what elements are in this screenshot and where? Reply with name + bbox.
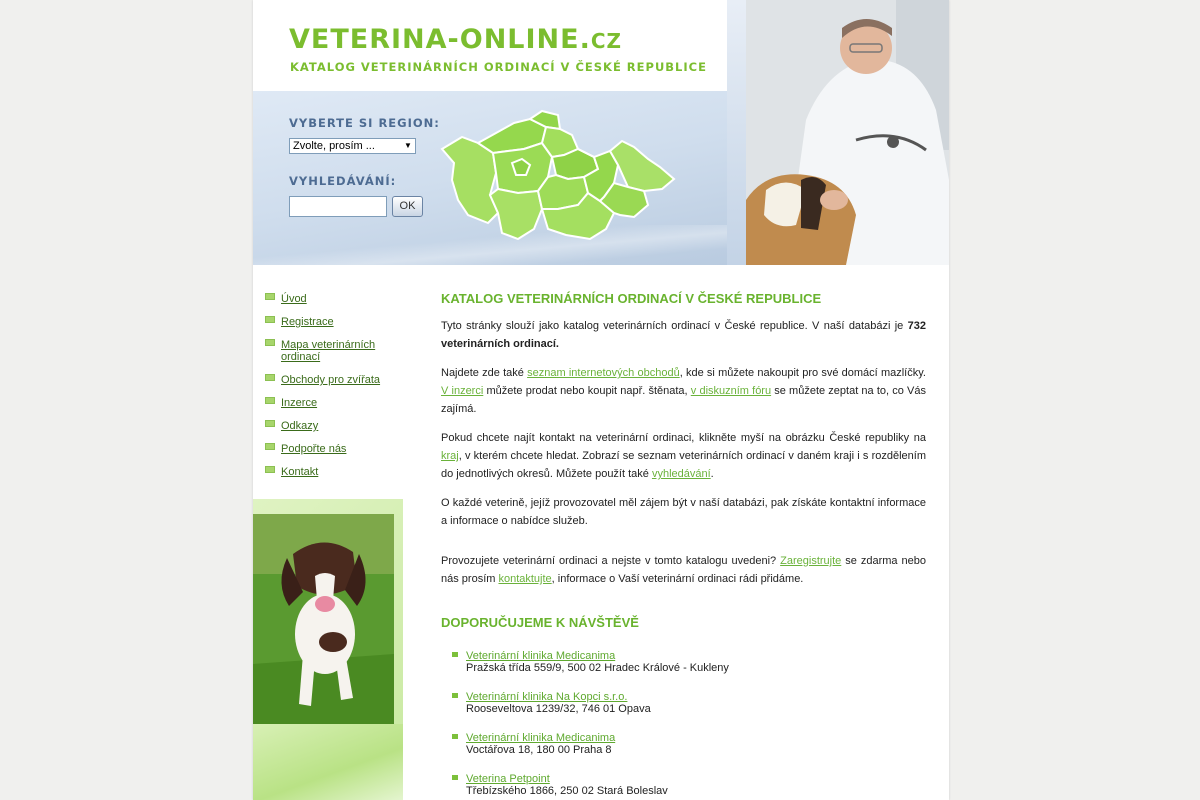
map-help-paragraph: Pokud chcete najít kontakt na veterinární ordinaci, klikněte myší na obrázku České republiky na kraj, v kterém chcete hledat. Zobrazí se seznam veterinárních ordinací v daném kraji i s rozdělením do jednotlivých okresů. Můžete použít také vyhledávání. <box>441 432 926 480</box>
list-item <box>452 691 926 715</box>
register-link[interactable]: Zaregistrujte <box>780 555 842 567</box>
region-link[interactable]: kraj <box>441 450 459 462</box>
search-ok-button[interactable]: OK <box>392 196 423 217</box>
nav-link[interactable]: Odkazy <box>281 420 319 432</box>
shops-paragraph: Najdete zde také seznam internetových obchodů, kde si můžete nakoupit pro své domácí mazlíčky. V inzerci můžete prodat nebo koupit např. štěnata, v diskuzním fóru se můžete zeptat na to, co Vás zajímá. <box>441 367 926 415</box>
sidebar <box>253 265 403 800</box>
ads-link[interactable]: V inzerci <box>441 385 484 397</box>
nav-item-obchody[interactable] <box>265 374 405 386</box>
forum-link[interactable]: v diskuzním fóru <box>690 385 772 397</box>
square-bullet-icon <box>265 397 275 404</box>
logo-area[interactable] <box>253 0 727 91</box>
clinic-address: Třebízského 1866, 250 02 Stará Boleslav <box>466 785 668 797</box>
nav-link[interactable]: Inzerce <box>281 397 318 409</box>
nav-item-odkazy[interactable] <box>265 420 405 432</box>
site-subtitle: KATALOG VETERINÁRNÍCH ORDINACÍ V ČESKÉ REPUBLICE <box>290 60 707 74</box>
nav-link[interactable]: Registrace <box>281 316 334 328</box>
square-bullet-icon <box>265 443 275 450</box>
site-logo[interactable]: VETERINA-ONLINE.CZ <box>289 24 623 55</box>
register-paragraph: Provozujete veterinární ordinaci a nejste v tomto katalogu uvedeni? Zaregistrujte se zdarma nebo nás prosím kontaktujte, informace o Vaší veterinární ordinaci rádi přidáme. <box>441 555 926 585</box>
square-bullet-icon <box>452 734 458 739</box>
nav-item-registrace[interactable] <box>265 316 405 328</box>
clinic-address: Voctářova 18, 180 00 Praha 8 <box>466 744 612 756</box>
dog-photo <box>253 514 394 724</box>
search-input[interactable] <box>289 196 387 217</box>
shops-link[interactable]: seznam internetových obchodů <box>527 367 680 379</box>
square-bullet-icon <box>452 775 458 780</box>
square-bullet-icon <box>265 374 275 381</box>
square-bullet-icon <box>265 466 275 473</box>
clinic-count: 732 veterinárních ordinací. <box>441 320 926 350</box>
square-bullet-icon <box>265 420 275 427</box>
nav-link[interactable]: Mapa veterinárních ordinací <box>281 339 376 363</box>
page <box>253 0 949 800</box>
nav-item-podporte[interactable] <box>265 443 405 455</box>
nav-item-kontakt[interactable] <box>265 466 405 478</box>
square-bullet-icon <box>452 652 458 657</box>
contact-link[interactable]: kontaktujte <box>498 573 552 585</box>
clinic-link[interactable]: Veterinární klinika Medicanima <box>466 732 616 744</box>
main-nav <box>265 293 405 489</box>
list-item <box>452 773 926 797</box>
intro-paragraph: Tyto stránky slouží jako katalog veterinárních ordinací v České republice. V naší databázi je 732 veterinárních ordinací. <box>441 320 926 350</box>
square-bullet-icon <box>265 293 275 300</box>
clinic-link[interactable]: Veterinární klinika Medicanima <box>466 650 616 662</box>
search-panel <box>253 91 727 265</box>
page-title: KATALOG VETERINÁRNÍCH ORDINACÍ V ČESKÉ REPUBLICE <box>441 291 822 306</box>
square-bullet-icon <box>452 693 458 698</box>
clinic-link[interactable]: Veterina Petpoint <box>466 773 550 785</box>
header <box>253 0 949 265</box>
nav-link[interactable]: Obchody pro zvířata <box>281 374 381 386</box>
nav-item-inzerce[interactable] <box>265 397 405 409</box>
region-select[interactable]: Zvolte, prosím ... ▼ <box>289 138 416 154</box>
nav-link[interactable]: Kontakt <box>281 466 319 478</box>
list-item <box>452 650 926 674</box>
info-paragraph: O každé veterině, jejíž provozovatel měl zájem být v naší databázi, pak získáte kontaktní informace a informace o nabídce služeb. <box>441 497 926 527</box>
sidebar-dog-panel <box>253 499 403 800</box>
clinic-address: Rooseveltova 1239/32, 746 01 Opava <box>466 703 651 715</box>
clinic-link[interactable]: Veterinární klinika Na Kopci s.r.o. <box>466 691 628 703</box>
nav-link[interactable]: Úvod <box>281 293 307 305</box>
region-label: VYBERTE SI REGION: <box>289 116 440 130</box>
nav-item-mapa[interactable] <box>265 339 405 363</box>
nav-link[interactable]: Podpořte nás <box>281 443 347 455</box>
clinic-address: Pražská třída 559/9, 500 02 Hradec Králové - Kukleny <box>466 662 729 674</box>
search-label: VYHLEDÁVÁNÍ: <box>289 174 397 188</box>
czech-republic-map[interactable] <box>438 105 683 245</box>
recommend-heading: DOPORUČUJEME K NÁVŠTĚVĚ <box>441 615 639 630</box>
main-content <box>441 265 926 800</box>
search-link[interactable]: vyhledávání <box>651 468 711 480</box>
map-region-south-bohemia[interactable] <box>490 189 542 239</box>
recommendations-list <box>441 650 926 797</box>
nav-item-uvod[interactable] <box>265 293 405 305</box>
square-bullet-icon <box>265 339 275 346</box>
map-region-moravian-silesian[interactable] <box>610 141 674 191</box>
square-bullet-icon <box>265 316 275 323</box>
list-item <box>452 732 926 756</box>
chevron-down-icon: ▼ <box>404 141 412 150</box>
header-photo <box>746 0 949 265</box>
